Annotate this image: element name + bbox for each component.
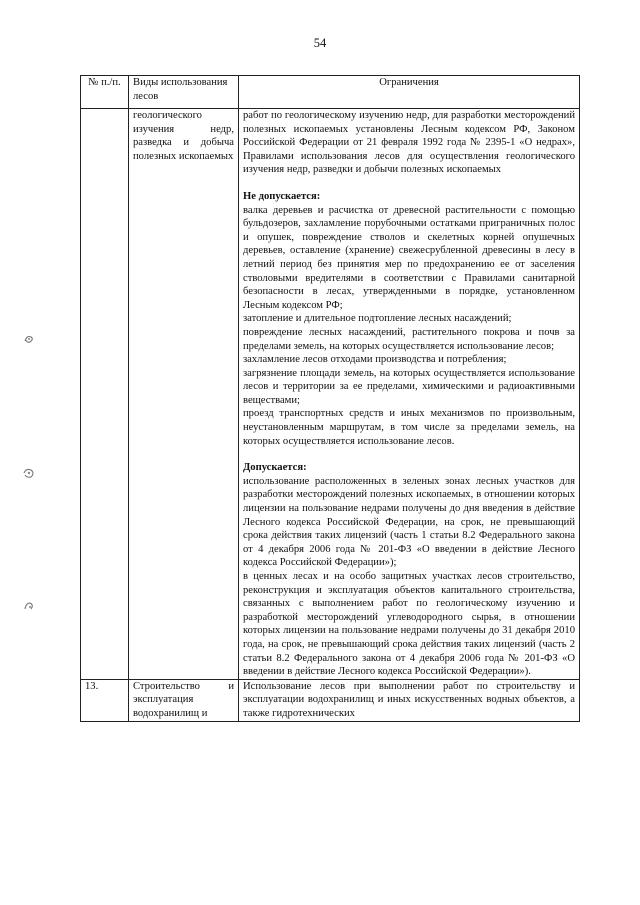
not-allowed-item: загрязнение площади земель, на которых осуществляется использование лесов и территории за ее пределами, химическими и радиоактивными веществами;	[243, 367, 575, 406]
not-allowed-item: проезд транспортных средств и иных механизмов по произвольным, неустановленным маршрутам, в том числе за пределами земель, на которых осуществляется использование лесов.	[243, 408, 575, 447]
header-restrictions: Ограничения	[239, 76, 580, 109]
page-number: 54	[313, 36, 327, 50]
header-number: № п./п.	[81, 76, 129, 109]
intro-paragraph: работ по геологическому изучению недр, для разработки месторождений полезных ископаемых установлены Лесным кодексом РФ, Законом Российской Федерации от 21 февраля 1992 года № 2395-1 «О недрах», Правилами использования лесов для осуществления геологического изучения недр, разведки и добычи полезных ископаемых	[243, 110, 575, 176]
allowed-heading: Допускается:	[243, 462, 307, 474]
margin-mark	[22, 466, 36, 480]
not-allowed-heading: Не допускается:	[243, 190, 321, 202]
header-kind: Виды использования лесов	[129, 76, 239, 109]
restrictions-table	[80, 75, 580, 722]
table-header-row	[81, 76, 580, 109]
row-restrictions	[239, 109, 580, 680]
row-kind: Строительство и эксплуатация водохранилищ и	[129, 679, 239, 721]
margin-mark	[22, 599, 36, 613]
table-row	[81, 679, 580, 721]
row-number: 13.	[81, 679, 129, 721]
not-allowed-item: затопление и длительное подтопление лесных насаждений;	[243, 313, 512, 325]
row-number	[81, 109, 129, 680]
row-restrictions: Использование лесов при выполнении работ по строительству и эксплуатации водохранилищ и иных искусственных водных объектов, а также гидротехнических	[239, 679, 580, 721]
allowed-item: в ценных лесах и на особо защитных участках лесов строительство, реконструкция и эксплуатация объектов капитального строительства, связанных с выполнением работ по геологическому изучению и разработкой месторождений углеводородного сырья, в отношении которых лицензии на пользование недрами получены до 31 декабря 2010 года, на срок, не превышающий срока действия таких лицензий (часть 2 статьи 8.2 Федерального закона от 4 декабря 2006 года № 201-ФЗ «О введении в действие Лесного кодекса Российской Федерации»).	[243, 571, 575, 678]
not-allowed-item: повреждение лесных насаждений, растительного покрова и почв за пределами земель, на которых осуществляется использование лесов;	[243, 326, 575, 352]
row-kind: геологического изучения недр, разведка и добыча полезных ископаемых	[129, 109, 239, 680]
not-allowed-item: валка деревьев и расчистка от древесной растительности с помощью бульдозеров, захламление порубочными остатками приграничных полос и опушек, повреждение стволов и скелетных корней опушечных деревьев, оставление (хранение) свежесрубленной древесины в лесу в летний период без принятия мер по предохранению ее от заселения стволовыми вредителями в соответствии с Правилами санитарной безопасности в лесах, утвержденными в порядке, установленном Лесным кодексом РФ;	[243, 204, 575, 311]
margin-mark	[22, 332, 36, 346]
not-allowed-item: захламление лесов отходами производства и потребления;	[243, 354, 507, 366]
table-row	[81, 109, 580, 680]
allowed-item: использование расположенных в зеленых зонах лесных участков для разработки месторождений полезных ископаемых, в отношении которых лицензии на пользование недрами получены до дня введения в действие Лесного кодекса Российской Федерации, на срок, не превышающий срока действия таких лицензий (часть 1 статьи 8.2 Федерального закона от 4 декабря 2006 года № 201-ФЗ «О введении в действие Лесного кодекса Российской Федерации»);	[243, 475, 575, 569]
